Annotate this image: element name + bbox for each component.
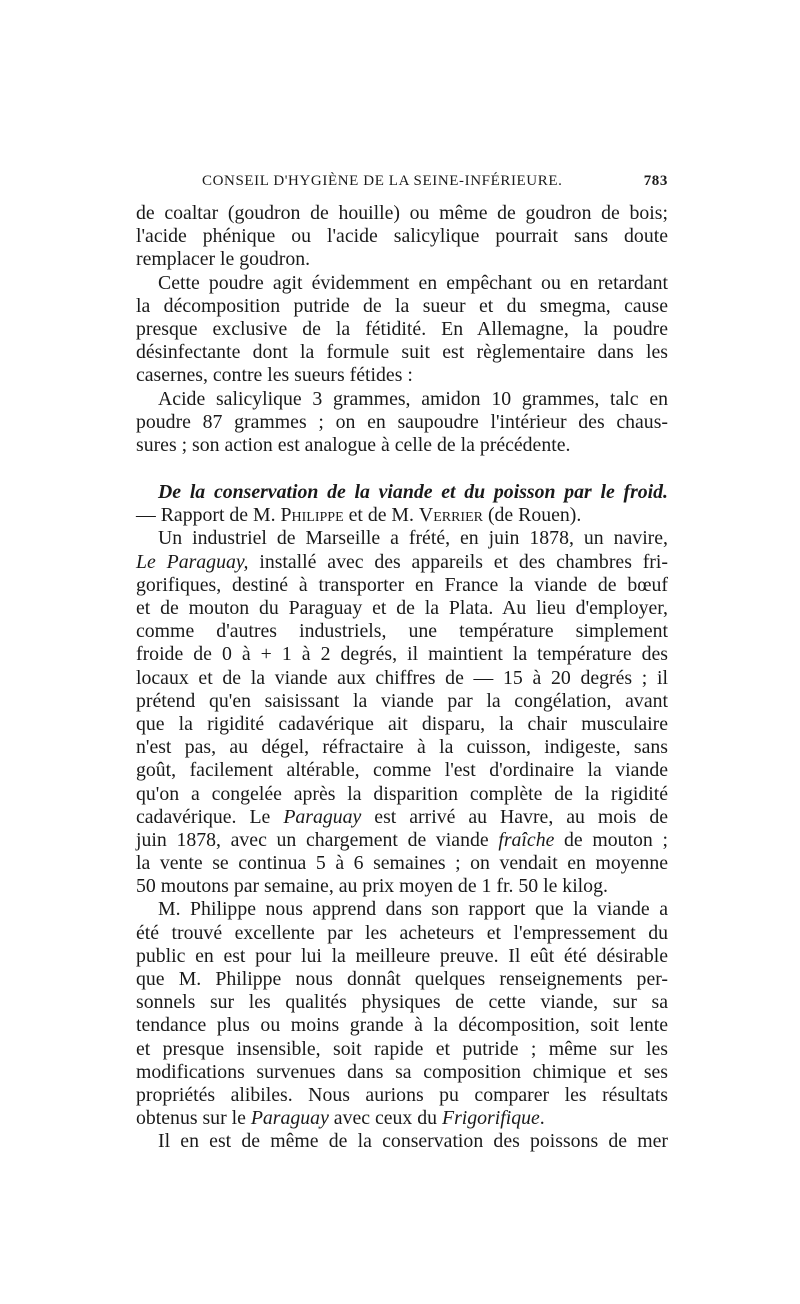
text-line: gorifiques, destiné à transporter en France la viande de bœuf	[136, 573, 668, 596]
ship-name: Paraguay	[250, 1107, 329, 1130]
text-line: n'est pas, au dégel, réfractaire à la cuisson, indigeste, sans	[136, 736, 668, 759]
text-line: l'acide phénique ou l'acide salicylique pourrait sans doute	[136, 225, 668, 248]
text-line: tendance plus ou moins grande à la décomposition, soit lente	[136, 1014, 668, 1037]
text-line: M. Philippe nous apprend dans son rapport que la viande a	[158, 898, 668, 921]
text-line	[136, 551, 668, 574]
report-suffix: (de Rouen).	[487, 504, 582, 527]
text-line: que M. Philippe nous donnât quelques renseignements per-	[136, 968, 668, 990]
text-line: poudre 87 grammes ; on en saupoudre l'intérieur des chaus-	[136, 410, 668, 433]
paragraph-2	[136, 272, 668, 388]
text-line: et de mouton du Paraguay et de la Plata. Au lieu d'employer,	[136, 597, 668, 619]
text-line: propriétés alibiles. Nous aurions pu comparer les résultats	[136, 1083, 668, 1106]
report-attribution	[136, 504, 668, 527]
text-line: désinfectante dont la formule suit est règlementaire dans les	[136, 341, 668, 364]
text-line: Acide salicylique 3 grammes, amidon 10 grammes, talc en	[158, 387, 668, 410]
emphasis: fraîche	[498, 828, 555, 851]
ship-name: Le Paraguay,	[136, 550, 249, 573]
line-text: avec ceux du	[328, 1107, 442, 1130]
line-text: juin 1878, avec un chargement de viande	[136, 828, 499, 851]
line-text: obtenus sur le	[136, 1107, 251, 1130]
line-text: de mouton ;	[554, 828, 668, 851]
section-heading	[136, 481, 668, 527]
text-line	[136, 1107, 668, 1130]
text-line: comme d'autres industriels, une température simplement	[136, 620, 668, 643]
section-gap	[136, 457, 668, 481]
text-line: et presque insensible, soit rapide et putride ; même sur les	[136, 1037, 668, 1060]
author-name: Philippe	[280, 504, 344, 527]
text-line: 50 moutons par semaine, au prix moyen de 1 fr. 50 le kilog.	[136, 875, 608, 898]
text-line	[136, 829, 668, 852]
text-line: Cette poudre agit évidemment en empêchant ou en retardant	[158, 271, 668, 294]
ship-name: Paraguay	[283, 805, 362, 828]
report-mid: et de M.	[348, 504, 414, 527]
line-text: est arrivé au Havre, au mois de	[361, 805, 668, 828]
line-text: .	[539, 1107, 545, 1130]
running-title: CONSEIL D'HYGIÈNE DE LA SEINE-INFÉRIEURE.	[202, 173, 563, 189]
text-line: casernes, contre les sueurs fétides :	[136, 364, 413, 387]
text-line: modifications survenues dans sa composition chimique et ses	[136, 1060, 668, 1083]
text-line: que la rigidité cadavérique ait disparu, la chair musculaire	[136, 712, 668, 735]
line-text: installé avec des appareils et des chambres fri-	[248, 550, 668, 573]
paragraph-5	[136, 898, 668, 1130]
text-line: sures ; son action est analogue à celle de la précédente.	[136, 433, 571, 456]
line-text: cadavérique. Le	[136, 805, 284, 828]
author-name: Verrier	[418, 504, 483, 527]
paragraph-3	[136, 388, 668, 458]
text-line: sonnels sur les qualités physiques de cette viande, sur sa	[136, 991, 668, 1014]
text-line: Un industriel de Marseille a frété, en juin 1878, un navire,	[158, 527, 668, 550]
text-line: presque exclusive de la fétidité. En Allemagne, la poudre	[136, 317, 668, 340]
emphasis: Frigorifique	[441, 1107, 540, 1130]
page-number: 783	[643, 173, 668, 189]
text-line: locaux et de la viande aux chiffres de — 15 à 20 degrés ; il	[136, 666, 668, 689]
report-prefix: — Rapport de M.	[136, 504, 276, 527]
paragraph-4	[136, 527, 668, 898]
text-line: froide de 0 à + 1 à 2 degrés, il maintient la température des	[136, 643, 668, 666]
text-line: prétend qu'en saisissant la viande par la congélation, avant	[136, 689, 668, 712]
text-line: qu'on a congelée après la disparition complète de la rigidité	[136, 782, 668, 805]
page-body	[136, 202, 668, 1154]
text-line: public en est pour lui la meilleure preuve. Il eût été désirable	[136, 944, 668, 967]
text-line: de coaltar (goudron de houille) ou même de goudron de bois;	[136, 202, 668, 224]
section-title: De la conservation de la viande et du poisson par le froid.	[158, 481, 668, 504]
text-line: la vente se continua 5 à 6 semaines ; on vendait en moyenne	[136, 852, 668, 875]
text-line: Il en est de même de la conservation des poissons de mer	[158, 1130, 668, 1153]
text-line: la décomposition putride de la sueur et du smegma, cause	[136, 294, 668, 317]
paragraph-6	[136, 1130, 668, 1153]
text-line: remplacer le goudron.	[136, 248, 311, 271]
text-line: goût, facilement altérable, comme l'est d'ordinaire la viande	[136, 759, 668, 782]
paragraph-1	[136, 202, 668, 272]
text-line: été trouvé excellente par les acheteurs et l'empressement du	[136, 921, 668, 944]
text-line	[136, 806, 668, 829]
